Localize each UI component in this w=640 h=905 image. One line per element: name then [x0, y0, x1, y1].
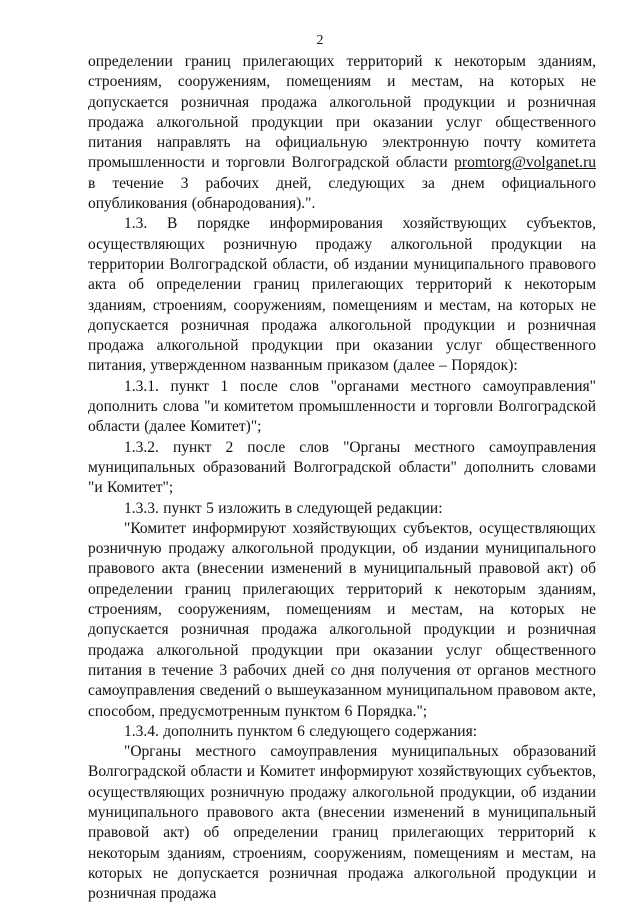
page-number: 2	[316, 33, 324, 48]
paragraph-1-3-1: 1.3.1. пункт 1 после слов "органами местного самоуправления" дополнить слова "и комитетом промышленности и торговли Волгоградской области (далее Комитет)";	[88, 377, 596, 436]
email-link[interactable]: promtorg@volganet.ru	[454, 154, 597, 172]
paragraph-1-3-2: 1.3.2. пункт 2 после слов "Органы местного самоуправления муниципальных образований Волгоградской области" дополнить словами "и Комитет";	[88, 438, 596, 497]
paragraph-continuation	[88, 52, 596, 214]
paragraph-1-3: 1.3. В порядке информирования хозяйствующих субъектов, осуществляющих розничную продажу алкогольной продукции на территории Волгоградской области, об издании муниципального правового акта об определении границ прилегающих территорий к некоторым зданиям, строениям, сооружениям, помещениям и местам, на которых не допускается розничная продажа алкогольной продукции и розничная продажа алкогольной продукции при оказании услуг общественного питания, утвержденном названным приказом (далее – Порядок):	[88, 215, 596, 375]
paragraph-quote-point-5: "Комитет информируют хозяйствующих субъектов, осуществляющих розничную продажу алкогольной продукции, об издании муниципального правового акта (внесении изменений в муниципальный правовой акт) об определении границ прилегающих территорий к некоторым зданиям, строениям, сооружениям, помещениям и местам, на которых не допускается розничная продажа алкогольной продукции и розничная продажа алкогольной продукции при оказании услуг общественного питания в течение 3 рабочих дней со дня получения от органов местного самоуправления сведений о вышеуказанном муниципальном правовом акте, способом, предусмотренным пунктом 6 Порядка.";	[88, 519, 596, 720]
paragraph-1-3-3: 1.3.3. пункт 5 изложить в следующей редакции:	[124, 499, 443, 517]
paragraph-text-after-email: в течение 3 рабочих дней, следующих за днем официального опубликования (обнародования).".	[88, 174, 596, 213]
document-body	[88, 52, 596, 904]
paragraph-1-3-4: 1.3.4. дополнить пунктом 6 следующего содержания:	[124, 722, 477, 740]
paragraph-quote-point-6: "Органы местного самоуправления муниципальных образований Волгоградской области и Комитет информируют хозяйствующих субъектов, осуществляющих розничную продажу алкогольной продукции, об издании муниципального правового акта (внесении изменений в муниципальный правовой акт) об определении границ прилегающих территорий к некоторым зданиям, строениям, сооружениям, помещениям и местам, на которых не допускается розничная продажа алкогольной продукции и розничная продажа	[88, 743, 596, 903]
paragraph-text: определении границ прилегающих территорий к некоторым зданиям, строениям, сооружениям, помещениям и местам, на которых не допускается розничная продажа алкогольной продукции и розничная продажа алкогольной продукции при оказании услуг общественного питания направлять на официальную электронную почту комитета промышленности и торговли Волгоградской области	[88, 53, 596, 172]
